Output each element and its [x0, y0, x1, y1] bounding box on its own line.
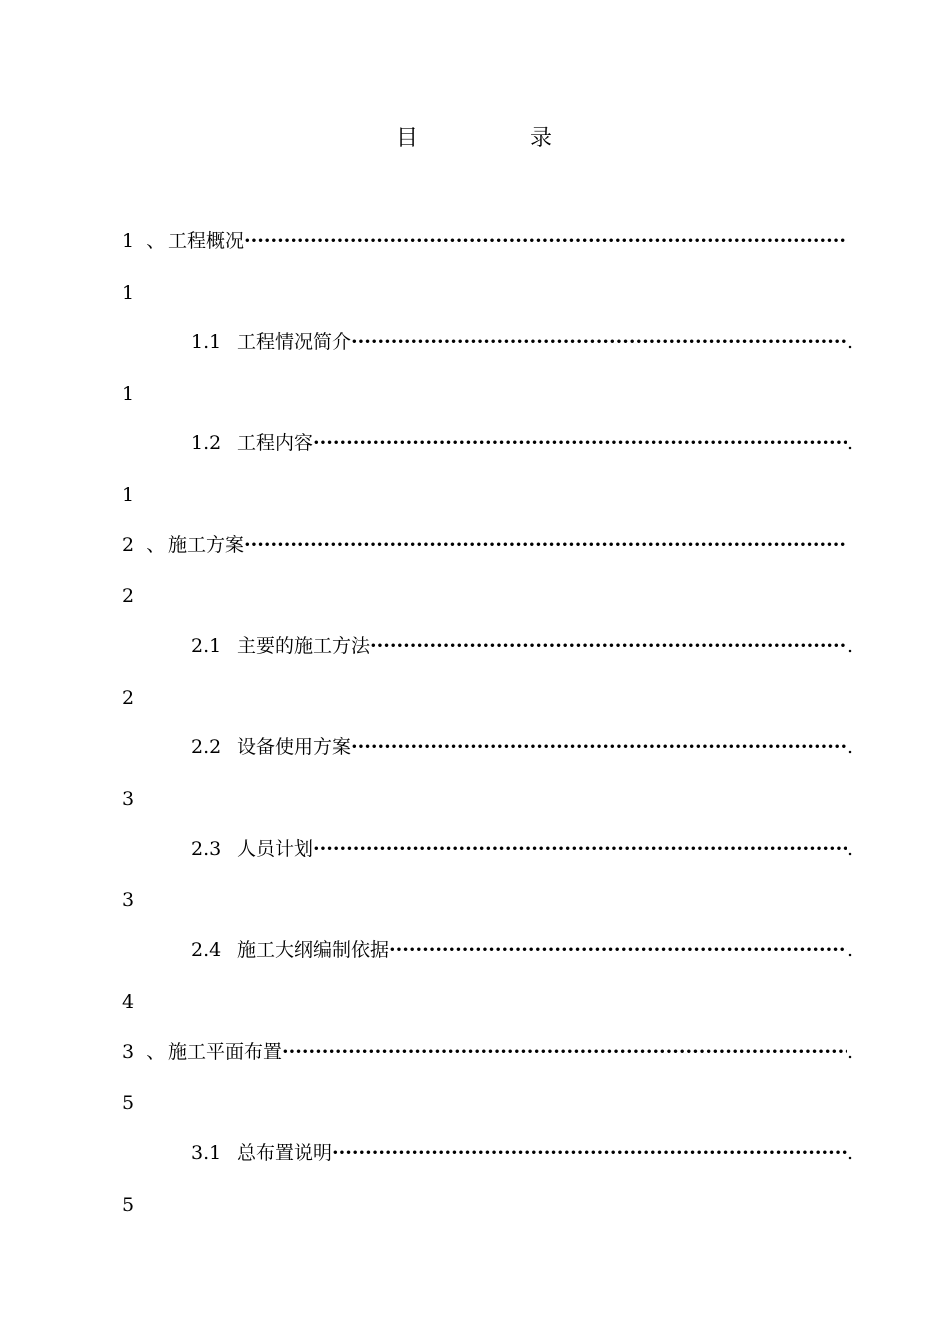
- toc-entry-end: .: [846, 432, 853, 454]
- toc-entry-leader: [282, 1037, 847, 1067]
- toc-entry-number: 2.4: [191, 939, 222, 961]
- toc-entry-number: 2.1: [191, 635, 222, 657]
- toc-heading: [0, 122, 950, 156]
- toc-entry-end: .: [846, 838, 853, 860]
- toc-entry-page: 1: [122, 282, 135, 304]
- toc-entry-leader: [313, 428, 847, 458]
- toc-entry-number: 1.1: [191, 331, 222, 353]
- toc-entry[interactable]: [191, 327, 853, 357]
- toc-entry-page: 5: [122, 1194, 135, 1216]
- toc-entry-number: 3.1: [191, 1142, 222, 1164]
- toc-entry-title: 工程概况: [168, 230, 245, 252]
- toc-entry-page: 4: [122, 991, 135, 1013]
- toc-entry[interactable]: [191, 732, 853, 762]
- toc-entry[interactable]: [191, 1138, 853, 1168]
- toc-entry-leader: [370, 631, 847, 661]
- toc-entry-page: 3: [122, 889, 135, 911]
- toc-entry-page: 2: [122, 687, 135, 709]
- toc-heading-char-1: 目: [396, 126, 419, 151]
- toc-entry[interactable]: [191, 631, 853, 661]
- toc-entry-leader: [351, 732, 847, 762]
- toc-entry-number: 2 、: [122, 534, 166, 556]
- toc-entry-end: .: [846, 331, 853, 353]
- toc-entry-number: 2.2: [191, 736, 222, 758]
- toc-entry[interactable]: [122, 226, 846, 256]
- toc-entry-end: .: [846, 1041, 853, 1063]
- toc-entry-number: 2.3: [191, 838, 222, 860]
- toc-entry[interactable]: [191, 935, 853, 965]
- toc-entry-number: 3 、: [122, 1041, 166, 1063]
- toc-entry-page: 1: [122, 383, 135, 405]
- toc-entry-title: 设备使用方案: [237, 736, 352, 758]
- toc-entry-title: 工程内容: [237, 432, 314, 454]
- toc-entry-end: .: [846, 635, 853, 657]
- toc-heading-char-2: 录: [530, 126, 553, 151]
- toc-entry[interactable]: [191, 834, 853, 864]
- toc-entry-number: 1.2: [191, 432, 222, 454]
- toc-entry-leader: [313, 834, 847, 864]
- toc-entry-page: 1: [122, 484, 135, 506]
- toc-entry-page: 5: [122, 1092, 135, 1114]
- toc-entry-title: 施工方案: [168, 534, 245, 556]
- toc-entry-title: 主要的施工方法: [237, 635, 371, 657]
- toc-entry[interactable]: [122, 1037, 853, 1067]
- toc-entry-leader: [244, 530, 846, 560]
- toc-entry-leader: [332, 1138, 847, 1168]
- toc-entry-end: .: [846, 1142, 853, 1164]
- toc-entry-title: 总布置说明: [237, 1142, 333, 1164]
- toc-entry-title: 施工大纲编制依据: [237, 939, 390, 961]
- toc-entry-page: 3: [122, 788, 135, 810]
- toc-entry-number: 1 、: [122, 230, 166, 252]
- toc-entry-end: .: [846, 736, 853, 758]
- toc-entry-leader: [389, 935, 847, 965]
- toc-entry[interactable]: [122, 530, 846, 560]
- toc-entry-end: .: [846, 939, 853, 961]
- toc-entry-title: 工程情况简介: [237, 331, 352, 353]
- toc-entry-leader: [244, 226, 846, 256]
- toc-entry-leader: [351, 327, 847, 357]
- toc-entry[interactable]: [191, 428, 853, 458]
- toc-entry-title: 人员计划: [237, 838, 314, 860]
- toc-entry-title: 施工平面布置: [168, 1041, 283, 1063]
- toc-entry-page: 2: [122, 585, 135, 607]
